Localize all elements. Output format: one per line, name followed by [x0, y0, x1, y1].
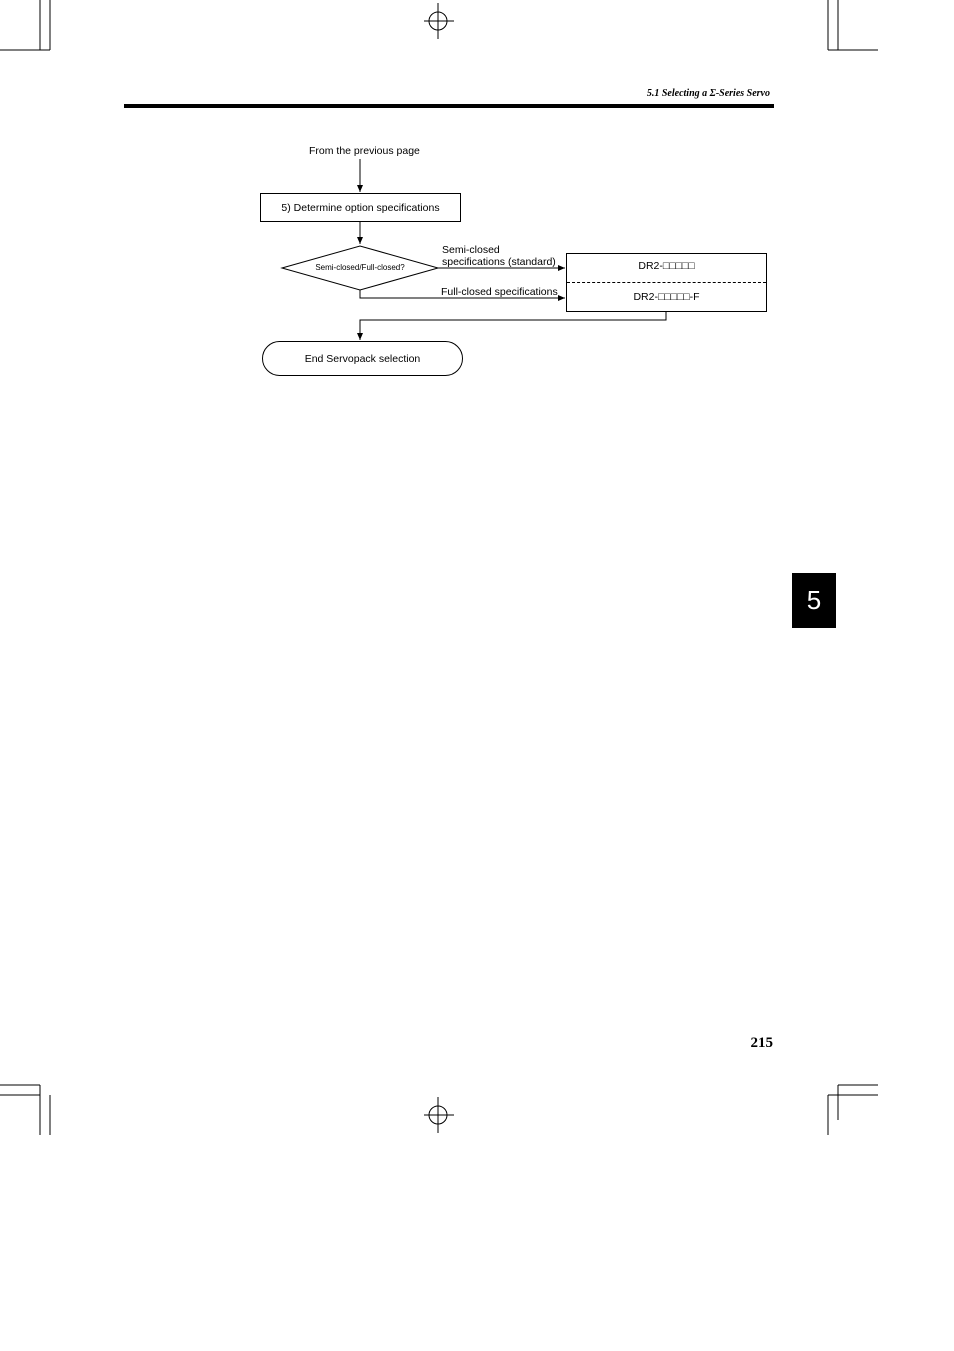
- page-number: 215: [750, 1035, 773, 1051]
- from-previous-label: From the previous page: [309, 145, 420, 157]
- model-semi: DR2-□□□□□: [638, 260, 695, 272]
- decision-label: Semi-closed/Full-closed?: [315, 263, 405, 272]
- branch-full-label: Full-closed specifications: [441, 286, 558, 298]
- arrow-to-end: [360, 311, 666, 340]
- chapter-tab: 5: [792, 573, 836, 628]
- end-label: End Servopack selection: [304, 352, 421, 365]
- step-box: [260, 193, 461, 222]
- model-box: [566, 253, 767, 312]
- running-header: 5.1 Selecting a Σ-Series Servo: [646, 88, 770, 99]
- branch-semi-label-2: specifications (standard): [442, 256, 556, 268]
- model-full: DR2-□□□□□-F: [633, 291, 700, 303]
- branch-semi-label-1: Semi-closed: [442, 244, 500, 256]
- step-box-label: 5) Determine option specifications: [281, 201, 440, 214]
- flowchart-connectors: [0, 0, 954, 400]
- end-terminal: [262, 341, 463, 376]
- model-divider: [567, 282, 766, 283]
